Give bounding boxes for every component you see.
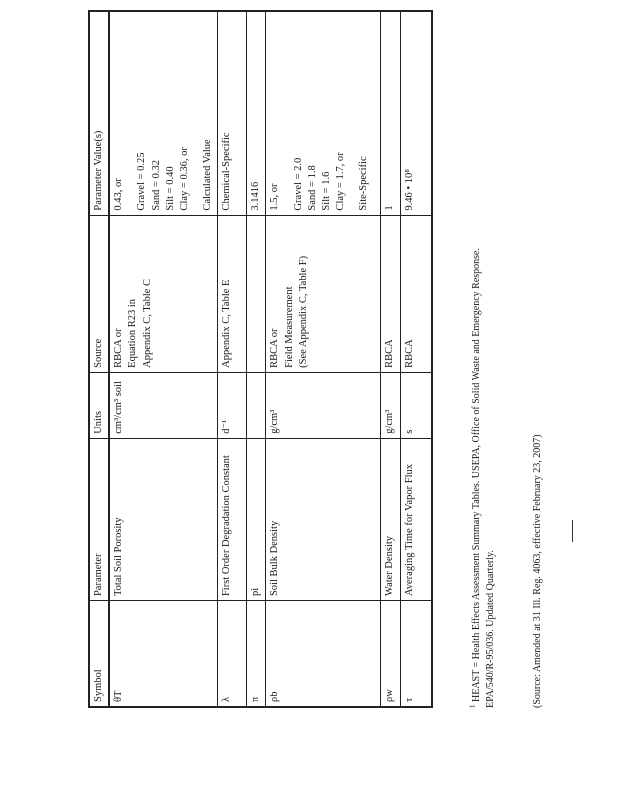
cell-source <box>266 215 381 372</box>
table-row <box>247 11 266 707</box>
value-gap <box>348 16 357 211</box>
source-line: Appendix C, Table E <box>221 279 233 368</box>
header-source: Source <box>89 215 109 372</box>
header-symbol: Symbol <box>89 601 109 707</box>
parameter-table <box>88 10 433 708</box>
value-line: Silt = 1.6 <box>320 171 332 211</box>
cell-parameter: Soil Bulk Density <box>266 438 381 600</box>
footnote-text: HEAST = Health Effects Assessment Summary Tables. USEPA, Office of Solid Waste and Emergency Response. <box>471 248 482 702</box>
source-note: (Source: Amended at 31 Ill. Reg. 4063, effective February 23, 2007) <box>532 434 543 708</box>
source-line: RBCA or <box>269 328 281 368</box>
value-line: Chemical-Specific <box>221 132 233 211</box>
cell-source <box>381 215 400 372</box>
table-row <box>381 11 400 707</box>
value-line: 0.43, or <box>113 178 125 211</box>
cell-units <box>247 372 266 438</box>
cell-symbol: π <box>247 601 266 707</box>
table-row <box>266 11 381 707</box>
cell-source <box>109 215 218 372</box>
cell-source <box>400 215 432 372</box>
source-line: Appendix C, Table C <box>141 278 153 368</box>
cell-symbol: λ <box>218 601 247 707</box>
source-line: Field Measurement <box>283 286 295 368</box>
value-line: Sand = 0.32 <box>150 160 162 211</box>
cell-symbol: ρb <box>266 601 381 707</box>
cell-symbol: ρw <box>381 601 400 707</box>
header-parameter: Parameter <box>89 438 109 600</box>
value-line: Gravel = 2.0 <box>292 157 304 211</box>
cell-source <box>247 215 266 372</box>
cell-values <box>381 11 400 215</box>
source-line: (See Appendix C, Table F) <box>297 255 309 368</box>
value-line: 3.1416 <box>250 181 262 211</box>
value-line: 1 <box>384 205 396 211</box>
cell-parameter: First Order Degradation Constant <box>218 438 247 600</box>
cell-values <box>247 11 266 215</box>
cell-units: cm³/cm³ soil <box>109 372 218 438</box>
source-line: RBCA <box>403 339 415 368</box>
value-line: Clay = 1.7, or <box>335 152 347 211</box>
cell-source <box>218 215 247 372</box>
cell-units: g/cm³ <box>266 372 381 438</box>
value-line: 1.5, or <box>269 183 281 211</box>
cell-values <box>218 11 247 215</box>
footnote <box>470 48 498 708</box>
cell-values <box>109 11 218 215</box>
value-line: Gravel = 0.25 <box>136 152 148 211</box>
source-line: RBCA or <box>113 328 125 368</box>
cell-parameter: pi <box>247 438 266 600</box>
value-line: Calculated Value <box>202 139 214 211</box>
value-gap <box>283 16 292 211</box>
table-row <box>218 11 247 707</box>
source-line: RBCA <box>384 339 396 368</box>
header-values: Parameter Value(s) <box>89 11 109 215</box>
cell-symbol: θT <box>109 601 218 707</box>
page-number-mark <box>572 520 573 542</box>
footnote-text-2: EPA/540/R-95/036. Updated Quarterly. <box>485 550 496 708</box>
cell-values <box>266 11 381 215</box>
table-row <box>400 11 432 707</box>
cell-parameter: Water Density <box>381 438 400 600</box>
cell-symbol: τ <box>400 601 432 707</box>
footnote-marker: 1 <box>468 704 477 708</box>
cell-values <box>400 11 432 215</box>
source-line: Equation R23 in <box>127 299 139 368</box>
cell-units: s <box>400 372 432 438</box>
header-units: Units <box>89 372 109 438</box>
value-line: Sand = 1.8 <box>306 165 318 211</box>
value-line: Clay = 0.36, or <box>178 147 190 211</box>
cell-units: g/cm³ <box>381 372 400 438</box>
cell-parameter: Total Soil Porosity <box>109 438 218 600</box>
value-gap <box>126 16 135 211</box>
cell-parameter: Averaging Time for Vapor Flux <box>400 438 432 600</box>
cell-units: d⁻¹ <box>218 372 247 438</box>
value-gap <box>192 16 201 211</box>
value-line: Site-Specific <box>358 156 370 211</box>
table-header-row <box>89 11 109 707</box>
value-line: Silt = 0.40 <box>164 166 176 211</box>
table-row <box>109 11 218 707</box>
value-line: 9.46 • 10⁸ <box>403 169 415 211</box>
